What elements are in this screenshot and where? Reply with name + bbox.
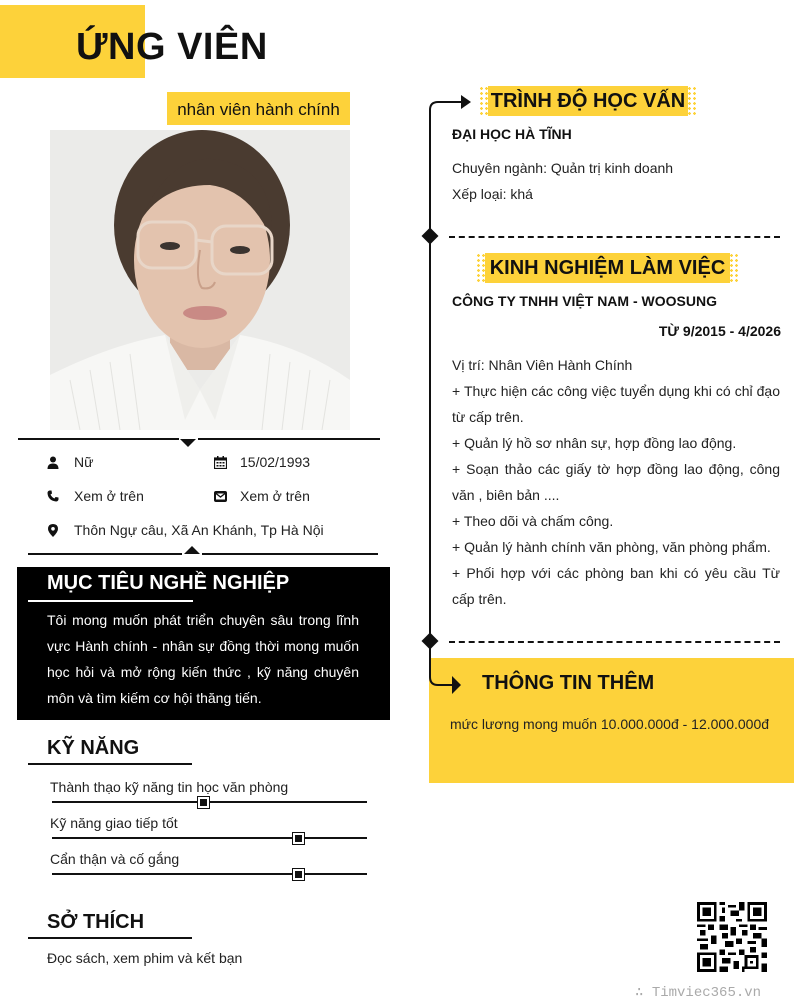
gender-row (46, 453, 93, 471)
duty-item: + Theo dõi và chấm công. (452, 513, 614, 529)
experience-company: CÔNG TY TNHH VIỆT NAM - WOOSUNG (452, 293, 717, 309)
map-marker-icon (46, 523, 60, 537)
gender-value: Nữ (74, 454, 94, 470)
email-value: Xem ở trên (240, 488, 310, 504)
education-grade: Xếp loại: khá (452, 186, 533, 202)
objective-underline (28, 600, 193, 602)
extra-text: mức lương mong muốn 10.000.000đ - 12.000.000đ (450, 716, 770, 732)
qr-code-icon (697, 902, 767, 972)
info-divider-bottom-left (28, 553, 182, 555)
phone-value: Xem ở trên (74, 488, 144, 504)
section-divider-dashed (449, 641, 780, 643)
user-icon (46, 455, 60, 469)
address-row (46, 521, 324, 539)
education-school: ĐẠI HỌC HÀ TĨNH (452, 126, 572, 142)
education-major: Chuyên ngành: Quản trị kinh doanh (452, 160, 674, 176)
info-divider-bottom-right (202, 553, 378, 555)
envelope-icon (213, 489, 227, 503)
experience-title: KINH NGHIỆM LÀM VIỆC (489, 257, 726, 279)
career-objective-section (17, 567, 390, 720)
extra-title: THÔNG TIN THÊM (482, 672, 655, 694)
page-title: ỨNG VIÊN (76, 26, 268, 68)
triangle-down-icon (180, 439, 196, 447)
hobbies-title: SỞ THÍCH (47, 911, 145, 933)
skill-level-marker (293, 869, 304, 880)
experience-duties (452, 378, 780, 612)
email-row (213, 487, 310, 505)
phone-icon (46, 489, 60, 503)
portrait-illustration (50, 130, 350, 430)
skill-bar (52, 837, 367, 839)
info-divider-top-right (198, 438, 380, 440)
section-divider-dashed (449, 236, 780, 238)
job-title-badge: nhân viên hành chính (167, 92, 350, 125)
skills-underline (28, 763, 192, 765)
calendar-icon (213, 455, 227, 469)
phone-row (46, 487, 144, 505)
birthdate-value: 15/02/1993 (240, 454, 311, 470)
experience-position: Vị trí: Nhân Viên Hành Chính (452, 357, 633, 373)
experience-period: TỪ 9/2015 - 4/2026 (658, 323, 781, 339)
skill-label: Cẩn thận và cố gắng (50, 851, 180, 867)
address-value: Thôn Ngự câu, Xã An Khánh, Tp Hà Nội (74, 522, 324, 538)
duty-item: + Quản lý hành chính văn phòng, văn phòng phẩm. (452, 539, 771, 555)
skill-bar (52, 873, 367, 875)
education-title: TRÌNH ĐỘ HỌC VẤN (490, 90, 686, 112)
duty-item: + Soạn thảo các giấy tờ hợp đồng lao động, công văn , biên bản .... (452, 461, 780, 503)
birthdate-row (213, 453, 310, 471)
skill-label: Kỹ năng giao tiếp tốt (50, 815, 178, 831)
duty-item: + Phối hợp với các phòng ban khi có yêu cầu Từ cấp trên. (452, 565, 780, 607)
watermark-text: ∴ Timviec365.vn (635, 985, 762, 1001)
duty-item: + Thực hiện các công việc tuyển dụng khi có chỉ đạo từ cấp trên. (452, 383, 780, 425)
hobbies-underline (28, 937, 192, 939)
objective-text: Tôi mong muốn phát triển chuyên sâu trong lĩnh vực Hành chính - nhân sự đồng thời mong muốn học hỏi và mở rộng kiến thức , kỹ năng chuyên môn và tìm kiếm cơ hội thăng tiến. (47, 612, 359, 706)
duty-item: + Quản lý hồ sơ nhân sự, hợp đồng lao động. (452, 435, 737, 451)
skill-level-marker (293, 833, 304, 844)
candidate-photo (50, 130, 350, 430)
skill-label: Thành thạo kỹ năng tin học văn phòng (50, 779, 289, 795)
info-divider-top-left (18, 438, 179, 440)
hobbies-text: Đọc sách, xem phim và kết bạn (47, 950, 243, 966)
timeline-arrow-icon (425, 640, 475, 700)
skills-title: KỸ NĂNG (47, 737, 140, 759)
skill-bar (52, 801, 367, 803)
skill-level-marker (198, 797, 209, 808)
additional-info-section (429, 658, 794, 783)
triangle-up-icon (184, 546, 200, 554)
objective-title: MỤC TIÊU NGHỀ NGHIỆP (47, 572, 290, 594)
